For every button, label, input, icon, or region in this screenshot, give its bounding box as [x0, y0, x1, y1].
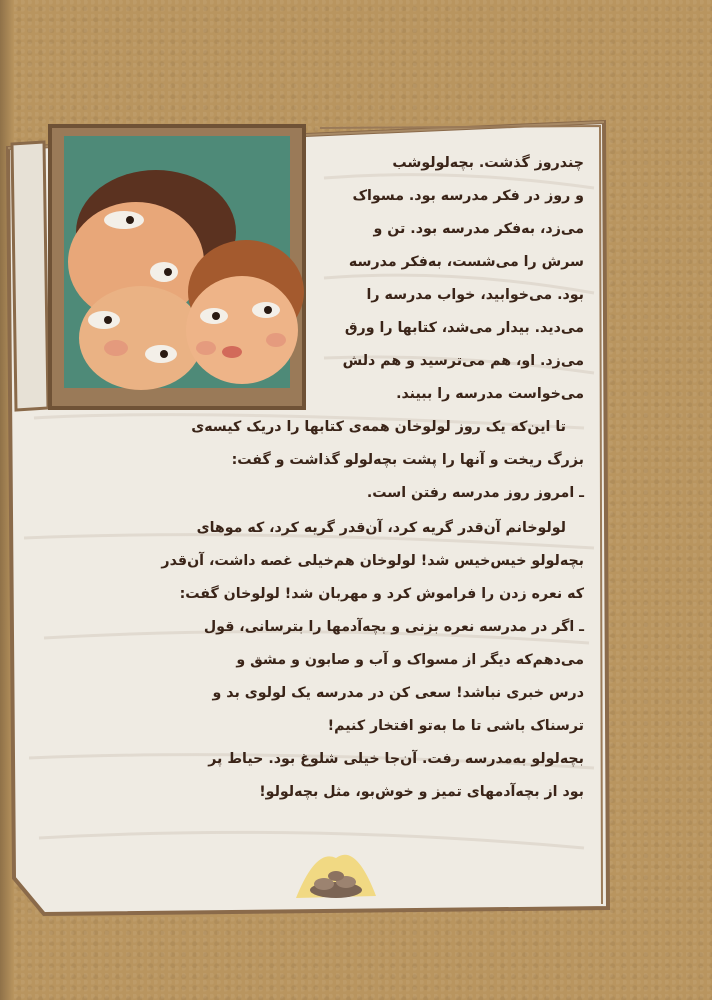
story-line: چندروز گذشت. بچه‌لولوشب [392, 155, 584, 171]
story-line: سرش را می‌شست، به‌فکر مدرسه [348, 254, 584, 270]
story-line: بزرگ ریخت و آنها را پشت بچه‌لولو گذاشت و گفت: [231, 452, 584, 468]
story-line: ـ امروز روز مدرسه رفتن است. [366, 485, 584, 501]
story-line: بود. می‌خوابید، خواب مدرسه را [366, 287, 584, 303]
story-line: می‌زد، به‌فکر مدرسه بود. تن و [373, 221, 584, 237]
story-line: درس خبری نباشد! سعی کن در مدرسه یک لولوی بد و [212, 685, 584, 701]
story-line: بچه‌لولو به‌مدرسه رفت. آن‌جا خیلی شلوغ بود. حیاط پر [208, 751, 584, 767]
story-line: می‌دید. بیدار می‌شد، کتابها را ورق [344, 320, 584, 336]
story-line: ترسناک باشی تا ما به‌تو افتخار کنیم! [327, 718, 584, 734]
story-line: لولوخانم آن‌قدر گریه کرد، آن‌قدر گریه کرد، که موهای [196, 520, 566, 536]
story-line: بچه‌لولو خیس‌خیس شد! لولوخان هم‌خیلی غصه داشت، آن‌قدر [161, 553, 584, 569]
story-line: می‌دهم‌که دیگر از مسواک و آب و صابون و مشق و [236, 652, 584, 668]
story-line: می‌خواست مدرسه را ببیند. [396, 386, 584, 402]
story-line: ـ اگر در مدرسه نعره بزنی و بچه‌آدمها را بترسانی، قول [203, 619, 584, 635]
story-text [84, 155, 584, 855]
story-line: می‌زد. او، هم می‌ترسید و هم دلش [342, 353, 584, 369]
story-line: که نعره زدن را فراموش کرد و مهربان شد! لولوخان گفت: [179, 586, 584, 602]
story-line: تا این‌که یک روز لولوخان همه‌ی کتابها را دریک کیسه‌ی [191, 419, 566, 435]
story-line: بود از بچه‌آدمهای تمیز و خوش‌بو، مثل بچه‌لولو! [259, 784, 584, 800]
story-line: و روز در فکر مدرسه بود. مسواک [352, 188, 584, 204]
